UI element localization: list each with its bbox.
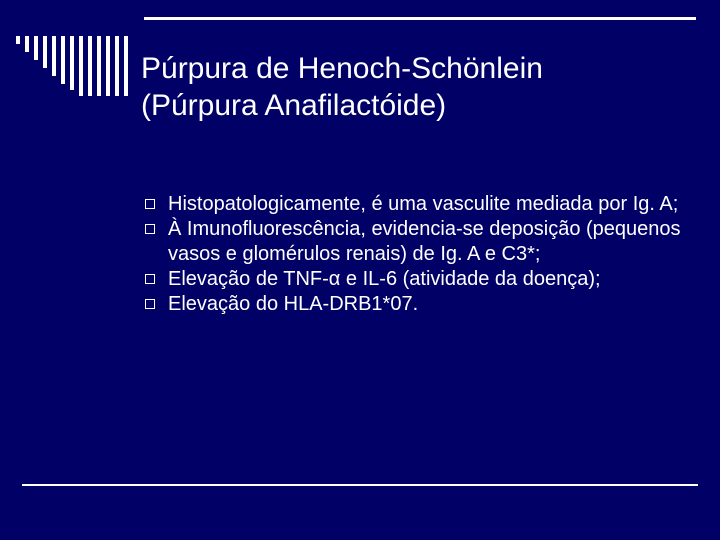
decorative-bars — [16, 36, 136, 96]
bullet-item — [145, 267, 690, 292]
bullet-list — [145, 192, 690, 317]
square-bullet-icon — [145, 199, 155, 209]
bullet-item — [145, 217, 690, 267]
bullet-text: Histopatologicamente, é uma vasculite mediada por Ig. A; — [168, 193, 679, 215]
square-bullet-icon — [145, 274, 155, 284]
decor-bar — [79, 36, 83, 96]
bullet-text: Elevação do HLA-DRB1*07. — [168, 293, 419, 315]
decor-bar — [43, 36, 47, 68]
decor-bar — [88, 36, 92, 96]
bullet-item — [145, 292, 690, 317]
decor-bar — [25, 36, 29, 52]
decor-bar — [106, 36, 110, 96]
decor-bar — [115, 36, 119, 96]
decor-bar — [61, 36, 65, 84]
bottom-divider-line — [22, 484, 698, 486]
decor-bar — [70, 36, 74, 90]
slide-title-line2: (Púrpura Anafilactóide) — [141, 89, 447, 122]
slide-title-line1: Púrpura de Henoch-Schönlein — [141, 52, 543, 85]
square-bullet-icon — [145, 299, 155, 309]
bullet-text: Elevação de TNF-α e IL-6 (atividade da doença); — [168, 268, 601, 290]
bullet-item — [145, 192, 690, 217]
slide-title — [141, 50, 701, 124]
decor-bar — [16, 36, 20, 44]
decor-bar — [97, 36, 101, 96]
square-bullet-icon — [145, 224, 155, 234]
bullet-text: À Imunofluorescência, evidencia-se deposição (pequenos vasos e glomérulos renais) de Ig. A e C3*; — [168, 218, 681, 265]
top-divider-line — [144, 17, 696, 20]
decor-bar — [124, 36, 128, 96]
decor-bar — [34, 36, 38, 60]
decor-bar — [52, 36, 56, 76]
